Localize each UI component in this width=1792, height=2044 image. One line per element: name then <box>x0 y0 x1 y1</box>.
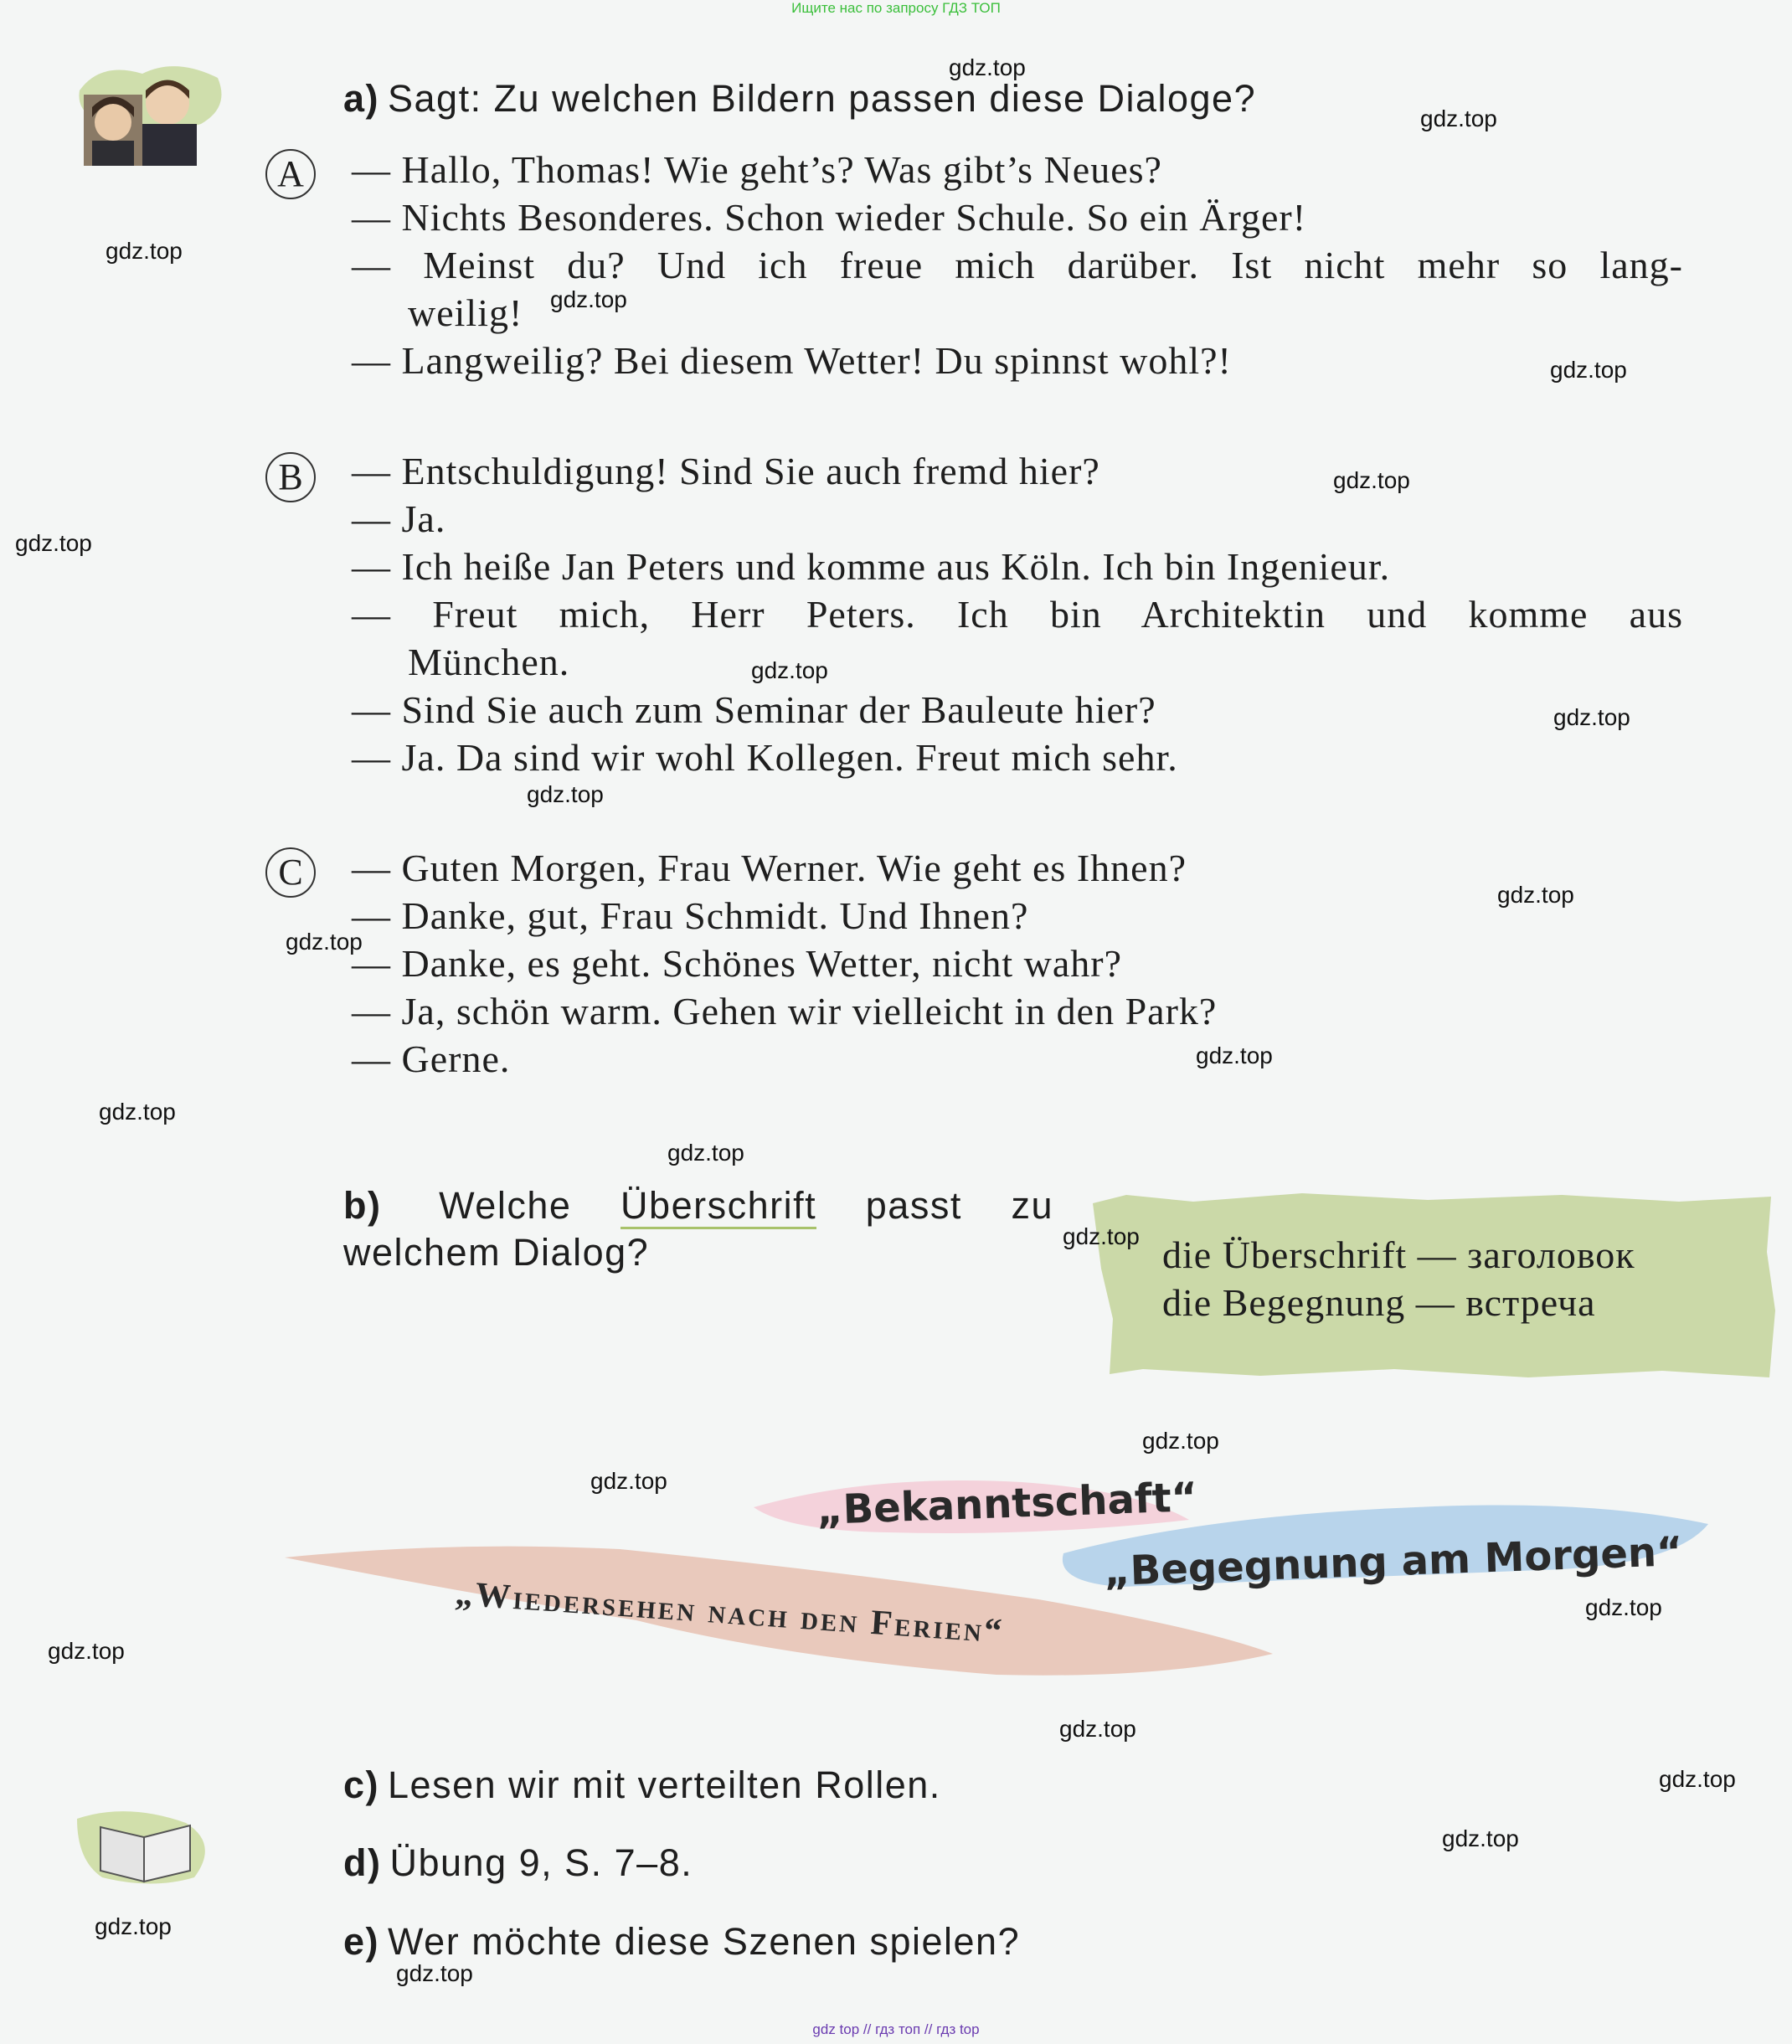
watermark: gdz.top <box>590 1468 667 1494</box>
task-b-letter: b) <box>343 1184 382 1227</box>
dialog-c-line-2: — Danke, gut, Frau Schmidt. Und Ihnen? <box>352 894 1029 937</box>
dialog-b-marker: B <box>265 452 316 502</box>
watermark: gdz.top <box>1442 1825 1519 1851</box>
vocabulary-list <box>1162 1231 1635 1326</box>
dialog-c-line-5: — Gerne. <box>352 1037 511 1080</box>
watermark: gdz.top <box>396 1960 473 1986</box>
dialog-b-line-3: — Ich heiße Jan Peters und komme aus Köln. Ich bin Ingenieur. <box>352 545 1391 588</box>
task-b-highlight: Überschrift <box>621 1184 816 1229</box>
task-c-letter: c) <box>343 1763 380 1806</box>
dialog-b-line-5: München. <box>408 641 570 683</box>
watermark: gdz.top <box>667 1140 744 1166</box>
watermark: gdz.top <box>1497 882 1574 908</box>
task-a-letter: a) <box>343 77 380 120</box>
watermark: gdz.top <box>1059 1716 1136 1742</box>
task-e-text: Wer möchte diese Szenen spielen? <box>388 1920 1021 1963</box>
task-b-word-1: Welche <box>439 1184 572 1227</box>
dialog-a-line-4: weilig! <box>408 291 523 334</box>
task-d-text: Übung 9, S. 7–8. <box>389 1841 693 1884</box>
task-d <box>343 1840 693 1887</box>
dialog-c-line-3: — Danke, es geht. Schönes Wetter, nicht wahr? <box>352 942 1123 985</box>
task-a-text: Sagt: Zu welchen Bildern passen diese Dialoge? <box>388 77 1257 120</box>
watermark: gdz.top <box>99 1099 176 1125</box>
task-c <box>343 1762 941 1809</box>
watermark: gdz.top <box>106 238 183 264</box>
task-c-text: Lesen wir mit verteilten Rollen. <box>388 1763 941 1806</box>
task-b-word-2: passt zu <box>865 1184 1053 1227</box>
dialog-a-line-5: — Langweilig? Bei diesem Wetter! Du spinnst wohl?! <box>352 339 1232 382</box>
watermark: gdz.top <box>15 530 92 556</box>
watermark: gdz.top <box>1142 1428 1219 1454</box>
watermark: gdz.top <box>1063 1223 1140 1249</box>
watermark: gdz.top <box>95 1913 172 1939</box>
watermark: gdz.top <box>1585 1594 1662 1620</box>
dialog-c-line-4: — Ja, schön warm. Gehen wir vielleicht in den Park? <box>352 990 1218 1032</box>
dialog-a-line-3: — Meinst du? Und ich freue mich darüber. Ist nicht mehr so lang- <box>352 244 1683 286</box>
dialog-a-line-1: — Hallo, Thomas! Wie geht’s? Was gibt’s Neues? <box>352 148 1162 191</box>
dialog-b-line-4: — Freut mich, Herr Peters. Ich bin Architektin und komme aus <box>352 593 1683 636</box>
task-b-line-2: welchem Dialog? <box>343 1231 650 1274</box>
task-e <box>343 1918 1020 1965</box>
task-d-letter: d) <box>343 1841 382 1884</box>
vocabulary-item-1: die Überschrift — заголовок <box>1162 1233 1635 1276</box>
dialog-b-line-2: — Ja. <box>352 497 446 540</box>
dialog-c-marker: C <box>265 847 316 898</box>
title-bekanntschaft: „Bekanntschaft“ <box>816 1474 1199 1534</box>
dialog-c <box>352 844 1683 1083</box>
watermark: gdz.top <box>550 286 627 312</box>
watermark: gdz.top <box>751 657 828 683</box>
task-e-letter: e) <box>343 1920 380 1963</box>
dialog-b-line-6: — Sind Sie auch zum Seminar der Bauleute hier? <box>352 688 1156 731</box>
task-a <box>343 75 1256 122</box>
watermark: gdz.top <box>48 1638 125 1664</box>
dialog-a-line-2: — Nichts Besonderes. Schon wieder Schule. So ein Ärger! <box>352 196 1307 239</box>
watermark: gdz.top <box>949 54 1026 80</box>
footer-note: gdz top // гдз топ // гдз top <box>812 2021 980 2037</box>
title-begegnung: „Begegnung am Morgen“ <box>1103 1527 1684 1596</box>
title-wiedersehen: „Wiedersehen nach den Ferien“ <box>454 1574 1006 1651</box>
task-b <box>343 1182 1053 1276</box>
watermark: gdz.top <box>527 781 604 807</box>
watermark: gdz.top <box>286 929 363 955</box>
watermark: gdz.top <box>1196 1043 1273 1068</box>
book-icon <box>77 1802 219 1890</box>
watermark: gdz.top <box>1420 106 1497 131</box>
dialog-b-line-1: — Entschuldigung! Sind Sie auch fremd hier? <box>352 450 1100 492</box>
dialog-b-line-7: — Ja. Da sind wir wohl Kollegen. Freut mich sehr. <box>352 736 1178 779</box>
watermark: gdz.top <box>1659 1766 1736 1792</box>
children-photo <box>75 57 234 166</box>
dialog-c-line-1: — Guten Morgen, Frau Werner. Wie geht es Ihnen? <box>352 847 1187 889</box>
vocabulary-item-2: die Begegnung — встреча <box>1162 1281 1596 1324</box>
watermark: gdz.top <box>1553 704 1630 730</box>
dialog-a <box>352 146 1683 384</box>
header-note: Ищите нас по запросу ГДЗ ТОП <box>791 0 1001 16</box>
dialog-b <box>352 447 1683 781</box>
watermark: gdz.top <box>1550 357 1627 383</box>
watermark: gdz.top <box>1333 467 1410 493</box>
dialog-a-marker: A <box>265 149 316 199</box>
